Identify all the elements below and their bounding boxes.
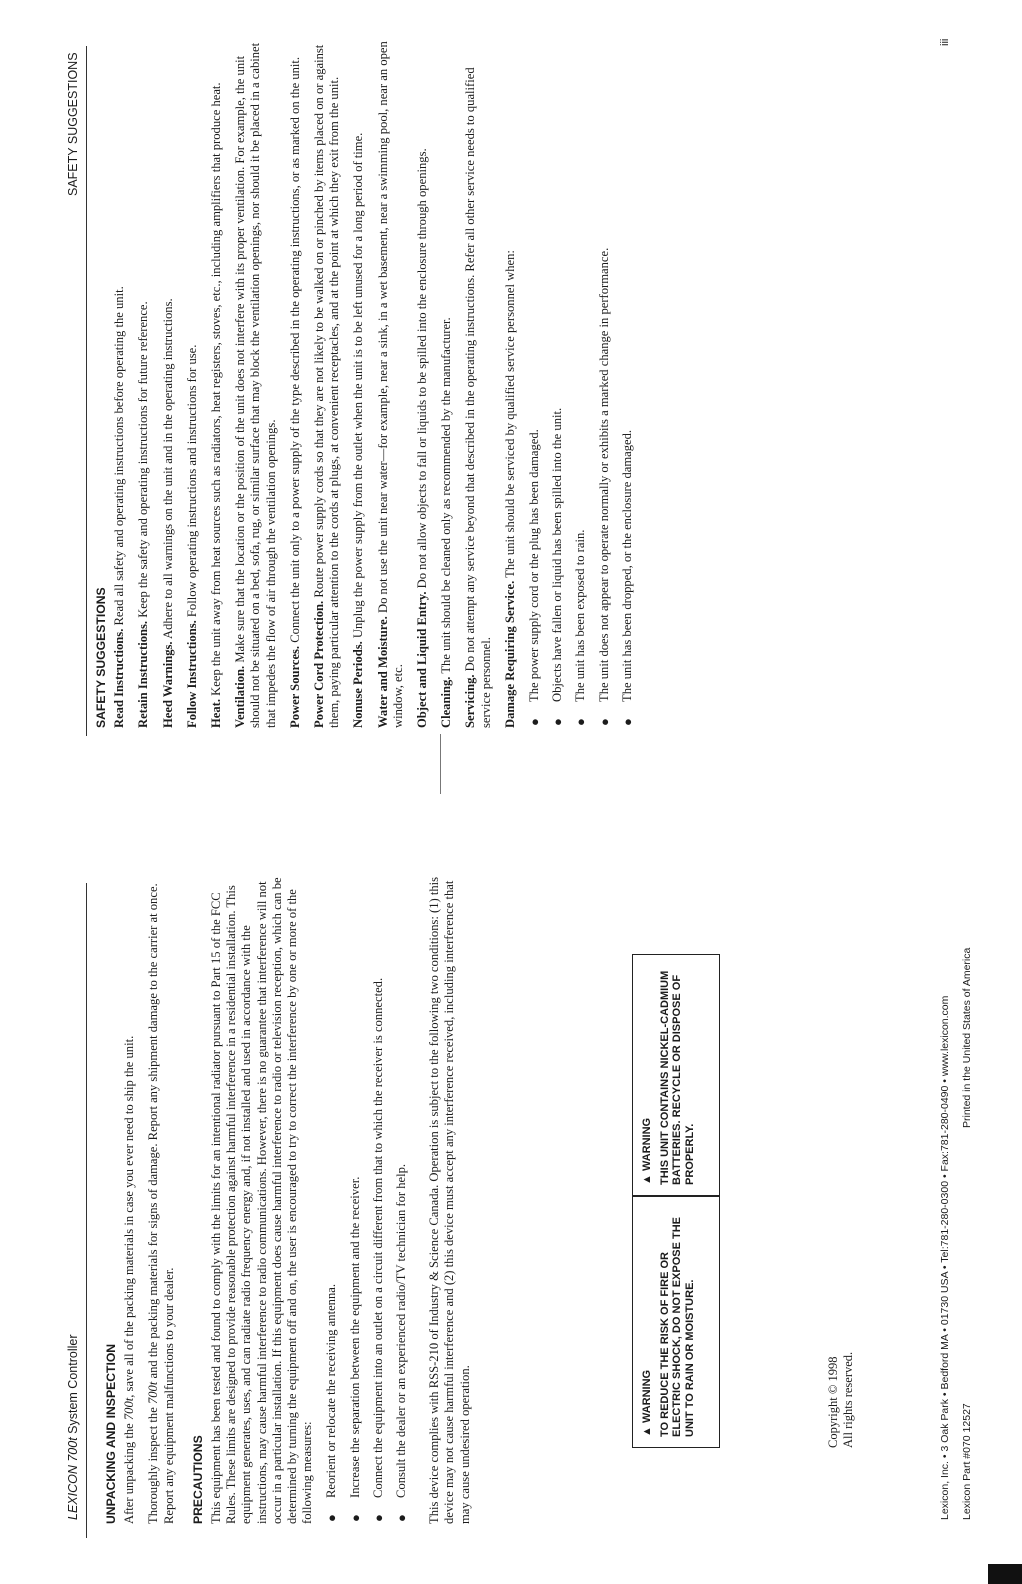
item-term: Power Sources. (287, 645, 302, 728)
right-body (94, 38, 644, 728)
binding-edge-mark (988, 1564, 1022, 1584)
item-term: Damage Requiring Service. (502, 580, 517, 728)
footer-printed: Printed in the United States of America (961, 947, 973, 1128)
item-text: Do not use the unit near water—for example, near a sink, in a wet basement, near a swimming pool, near an open window, etc. (375, 41, 405, 728)
list-item: ● The power supply cord or the plug has been damaged. (527, 429, 543, 726)
item-text: Follow operating instructions and instructions for use. (184, 344, 199, 621)
bullet-text: The unit has been dropped, or the enclosure damaged. (619, 429, 634, 702)
center-rule (440, 734, 441, 794)
item-text: Do not attempt any service beyond that described in the operating instructions. Refer all other service needs to qualified service personnel. (463, 67, 493, 728)
precautions-p1: This equipment has been tested and found to comply with the limits for an intentional radiator pursuant to Part 15 of the FCC Rules. These limits are designed to provide reasonable protection against harmful interference in a residential installation. This equipment generates, uses, and can radiate radio frequency energy and, if not installed and used in accordance with the instructions, may cause harmful interference to radio communications. However, there is no guarantee that interference will not occur in a particular installation. If this equipment does cause harmful interference to radio or television reception, which can be determined by turning the equipment off and on, the user is encouraged to try to correct the interference by one or more of the following measures: (209, 877, 315, 1524)
item-text: Make sure that the location or the position of the unit does not interfere with its proper ventilation. For example, the unit should not be situated on a bed, sofa, rug, or similar surface that may block the ventilation openings, nor should it be placed in a cabinet that impedes the flow of air through the ventilation openings. (233, 42, 278, 728)
left-page-header: LEXICON 700t System Controller (66, 1334, 80, 1520)
safety-item (161, 38, 176, 728)
precautions-bullets (324, 864, 409, 1524)
safety-item (376, 38, 406, 728)
item-text: Do not allow objects to fall or liquids to be spilled into the enclosure through openings. (415, 148, 430, 592)
right-page-header: SAFETY SUGGESTIONS (66, 52, 80, 196)
list-item: ● The unit does not appear to operate normally or exhibits a marked change in performance. (596, 247, 612, 726)
header-rule (86, 883, 87, 1538)
safety-item (185, 38, 200, 728)
list-item: ● The unit has been dropped, or the enclosure damaged. (619, 429, 635, 726)
bullet-text: The unit does not appear to operate normally or exhibits a marked change in performance. (596, 247, 611, 702)
service-bullets (527, 38, 635, 728)
item-text: Connect the unit only to a power supply of the type described in the operating instructions, or as marked on the unit. (287, 56, 302, 646)
item-term: Water and Moisture. (375, 616, 390, 728)
list-item: ● Connect the equipment into an outlet on a circuit different from that to which the receiver is connected. (370, 977, 386, 1522)
warning-box-battery (632, 954, 720, 1196)
list-item: ● Objects have fallen or liquid has been spilled into the unit. (550, 407, 566, 726)
safety-item (112, 38, 127, 728)
copyright-line: All rights reserved. (841, 1351, 855, 1448)
warning-box-fire (632, 1196, 720, 1448)
item-term: Cleaning. (439, 676, 454, 728)
item-term: Read Instructions. (112, 628, 127, 728)
item-text: Adhere to all warnings on the unit and in the operating instructions. (160, 298, 175, 642)
item-term: Power Cord Protection. (312, 600, 327, 728)
precautions-title: PRECAUTIONS (190, 1435, 205, 1524)
item-term: Retain Instructions. (136, 620, 151, 728)
warning-text: TO REDUCE THE RISK OF FIRE OR ELECTRIC SHOCK, DO NOT EXPOSE THE UNIT TO RAIN OR MOISTURE. (658, 1216, 696, 1437)
safety-item (312, 38, 342, 728)
left-body (104, 864, 482, 1524)
bullet-text: Reorient or relocate the receiving antenna. (324, 1284, 339, 1498)
bullet-text: Objects have fallen or liquid has been spilled into the unit. (550, 407, 565, 702)
bullet-text: Connect the equipment into an outlet on a circuit different from that to which the receiver is connected. (370, 977, 385, 1498)
page-number: iii (939, 38, 951, 46)
safety-item (233, 38, 279, 728)
item-text: Unplug the power supply from the outlet when the unit is to be left unused for a long period of time. (351, 132, 366, 642)
item-term: Heed Warnings. (160, 641, 175, 728)
safety-item (439, 38, 454, 728)
item-term: Heat. (209, 698, 224, 728)
safety-item (415, 38, 430, 728)
copyright (826, 1352, 856, 1448)
item-term: Follow Instructions. (184, 620, 199, 728)
footer-contact: Lexicon, Inc. • 3 Oak Park • Bedford MA • 01730 USA • Tel:781-280-0300 • Fax:781-280-0490 • www.lexicon.com (939, 995, 951, 1520)
safety-item (503, 38, 518, 728)
warning-boxes (632, 954, 720, 1448)
item-term: Servicing. (463, 674, 478, 728)
item-term: Nonuse Periods. (351, 641, 366, 728)
safety-item (351, 38, 366, 728)
bullet-text: The unit has been exposed to rain. (573, 529, 588, 702)
item-text: Read all safety and operating instructions before operating the unit. (112, 286, 127, 629)
item-term: Object and Liquid Entry. (415, 591, 430, 728)
list-item: ● Consult the dealer or an experienced radio/TV technician for help. (394, 1163, 410, 1522)
item-text: Keep the unit away from heat sources such as radiators, heat registers, stoves, etc., including amplifiers that produce heat. (209, 82, 224, 699)
item-text: Route power supply cords so that they are not likely to be walked on or pinched by items placed on or against them, paying particular attention to the cords at plugs, at convenient receptacles, and at the point at which they exit from the unit. (312, 44, 342, 728)
footer-part: Lexicon Part #070 12527 (961, 1403, 973, 1520)
header-rule (86, 46, 87, 736)
list-item: ● Reorient or relocate the receiving antenna. (324, 1284, 340, 1522)
warning-heading: ▲ WARNING (641, 1117, 653, 1185)
copyright-line: Copyright © 1998 (826, 1356, 840, 1448)
bullet-text: The power supply cord or the plug has been damaged. (527, 429, 542, 702)
warning-text: THIS UNIT CONTAINS NICKEL-CADMIUM BATTERIES. RECYCLE OR DISPOSE OF PROPERLY. (658, 970, 696, 1185)
list-item: ● Increase the separation between the equipment and the receiver. (347, 1176, 363, 1522)
unpacking-p1: After unpacking the 700t, save all of the packing materials in case you ever need to ship the unit. (122, 1035, 137, 1524)
list-item: ● The unit has been exposed to rain. (573, 529, 589, 726)
warning-heading: ▲ WARNING (641, 1369, 653, 1437)
safety-item (209, 38, 224, 728)
safety-title: SAFETY SUGGESTIONS (94, 587, 108, 728)
item-text: The unit should be cleaned only as recommended by the manufacturer. (439, 317, 454, 677)
item-term: Ventilation. (233, 665, 248, 728)
precautions-p2: This device complies with RSS-210 of Industry & Science Canada. Operation is subject to the following two conditions: (1) this device may not cause harmful interference and (2) this device must accept any interference received, including interference that may cause undesired operation. (427, 876, 472, 1524)
safety-item (288, 38, 303, 728)
safety-item (463, 38, 493, 728)
unpacking-p2: Thoroughly inspect the 700t and the packing materials for signs of damage. Report any shipment damage to the carrier at once. Report any equipment malfunctions to your dealer. (146, 883, 176, 1524)
bullet-text: Consult the dealer or an experienced radio/TV technician for help. (394, 1163, 409, 1498)
safety-item (136, 38, 151, 728)
item-text: The unit should be serviced by qualified service personnel when: (502, 250, 517, 581)
item-text: Keep the safety and operating instructions for future reference. (136, 301, 151, 621)
bullet-text: Increase the separation between the equipment and the receiver. (347, 1176, 362, 1498)
unpacking-title: UNPACKING AND INSPECTION (104, 1343, 118, 1524)
